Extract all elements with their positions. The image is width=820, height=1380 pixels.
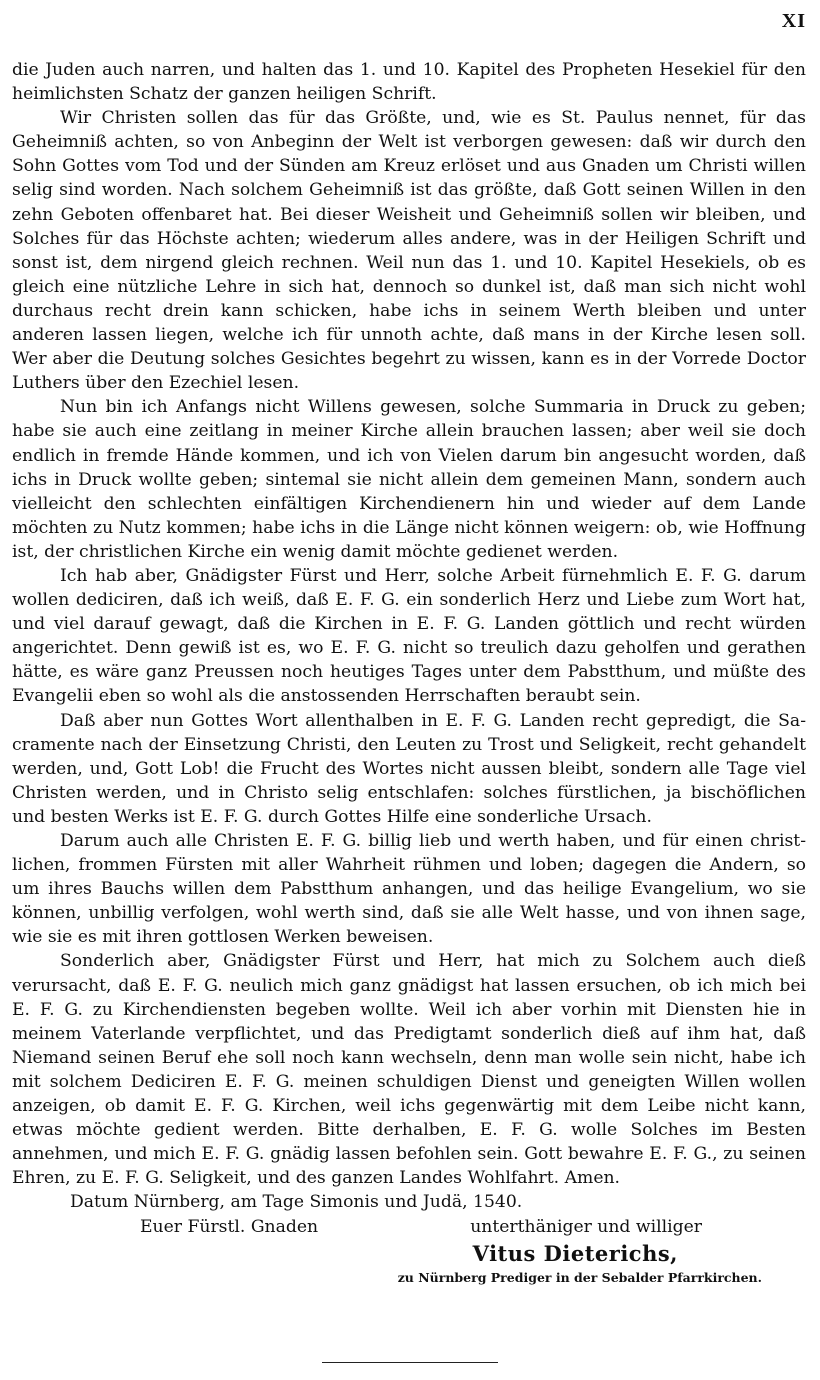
body-text bbox=[12, 58, 806, 1190]
signature-name: Vitus Dieterichs, bbox=[472, 1240, 678, 1266]
page-number: XI bbox=[781, 10, 806, 32]
paragraph-7: Sonderlich aber, Gnädigster Fürst und Herr, hat mich zu Solchem auch dieß verursacht, daß E. F. G. neulich mich ganz gnädigst hat lassen ersuchen, ob ich mich bei E. F. G. zu Kirchendiensten begeben wollte. Weil ich aber vorhin mit Diensten hie in meinem Vaterlande verpflichtet, und das Predigtamt sonderlich dieß auf ihm hat, daß Niemand seinen Beruf ehe soll noch kann wechseln, denn man wolle sein nicht, habe ich mit solchem Dediciren E. F. G. meinen schuldigen Dienst und geneigten Willen wollen anzeigen, ob damit E. F. G. Kirchen, weil ichs gegenwärtig mit dem Leibe nicht kann, etwas möchte gedient werden. Bitte derhalben, E. F. G. wolle Solches im Besten annehmen, und mich E. F. G. gnädig lassen befohlen sein. Gott bewahre E. F. G., zu seinen Ehren, zu E. F. G. Seligkeit, und des ganzen Landes Wohlfahrt. Amen. bbox=[12, 951, 806, 1189]
paragraph-6: Darum auch alle Christen E. F. G. billig lieb und werth haben, und für einen christlichen, frommen Fürsten mit aller Wahrheit rühmen und loben; dagegen die Andern, so um ihres Bauchs willen dem Pabstthum anhangen, und das heilige Evangelium, wo sie können, unbillig verfolgen, wohl werth sind, daß sie alle Welt hasse, und von ihnen sage, wie sie es mit ihren gottlosen Werken beweisen. bbox=[12, 831, 806, 948]
closing-salutation: Euer Fürstl. Gnaden bbox=[140, 1216, 319, 1237]
closing-row bbox=[12, 1215, 806, 1239]
paragraph-5: Daß aber nun Gottes Wort allenthalben in E. F. G. Landen recht gepredigt, die Sacramente nach der Einsetzung Christi, den Leuten zu Trost und Seligkeit, recht gehandelt werden, und, Gott Lob! die Frucht des Wortes nicht aussen bleibt, sondern alle Tage viel Christen werden, und in Christo selig entschlafen: solches fürstlichen, ja bischöflichen und besten Werks ist E. F. G. durch Gottes Hilfe eine sonderliche Ursach. bbox=[12, 710, 806, 827]
dateline: Datum Nürnberg, am Tage Simonis und Judä, 1540. bbox=[70, 1192, 523, 1213]
signature-title: zu Nürnberg Prediger in der Sebalder Pfarrkirchen. bbox=[397, 1269, 762, 1285]
closing-valediction: unterthäniger und williger bbox=[470, 1216, 702, 1237]
paragraph-1: die Juden auch narren, und halten das 1. und 10. Kapitel des Propheten Hesekiel für den heimlichsten Schatz der ganzen heiligen Schrift. bbox=[12, 60, 806, 105]
paragraph-2: Wir Christen sollen das für das Größte, und, wie es St. Paulus nennet, für das Geheimniß achten, so von Anbeginn der Welt ist verborgen gewesen: daß wir durch den Sohn Gottes vom Tod und der Sünden am Kreuz erlöset und aus Gnaden um Christi willen selig sind worden. Nach solchem Geheimniß ist das größte, daß Gott seinen Willen in den zehn Geboten offenbaret hat. Bei dieser Weisheit und Geheimniß sollen wir bleiben, und Solches für das Höchste achten; wiederum alles andere, was in der Heiligen Schrift und sonst ist, dem nirgend gleich rechnen. Weil nun das 1. und 10. Kapitel Hesekiels, ob es gleich eine nützliche Lehre in sich hat, dennoch so dunkel ist, daß man sich nicht wohl durchaus recht drein kann schicken, habe ichs in seinem Werth bleiben und unter anderen lassen liegen, welche ich für unnoth achte, daß mans in der Kirche lesen soll. Wer aber die Deutung solches Gesichtes begehrt zu wissen, kann es in der Vorrede Doctor Luthers über den Ezechiel lesen. bbox=[12, 108, 806, 394]
footer-rule bbox=[322, 1362, 498, 1363]
paragraph-4: Ich hab aber, Gnädigster Fürst und Herr, solche Arbeit fürnehmlich E. F. G. darum wollen dediciren, daß ich weiß, daß E. F. G. ein sonderlich Herz und Liebe zum Wort hat, und viel darauf gewagt, daß die Kirchen in E. F. G. Landen göttlich und recht würden angerichtet. Denn gewiß ist es, wo E. F. G. nicht so treulich dazu geholfen und gerathen hätte, es wäre ganz Preussen noch heutiges Tages unter dem Pabstthum, und müßte des Evangelii eben so wohl als die anstossenden Herrschaften beraubt sein. bbox=[12, 565, 806, 707]
paragraph-3: Nun bin ich Anfangs nicht Willens gewesen, solche Summaria in Druck zu geben; habe sie auch eine zeitlang in meiner Kirche allein brauchen lassen; aber weil sie doch endlich in fremde Hände kommen, und ich von Vielen darum bin angesucht worden, daß ichs in Druck wollte geben; sintemal sie nicht allein dem gemeinen Mann, sondern auch vielleicht den schlechten einfältigen Kirchendienern hin und wieder auf dem Lande möchten zu Nutz kommen; habe ichs in die Länge nicht können weigern: ob, wie Hoffnung ist, der christlichen Kirche ein wenig damit möchte gedienet werden. bbox=[12, 397, 806, 562]
